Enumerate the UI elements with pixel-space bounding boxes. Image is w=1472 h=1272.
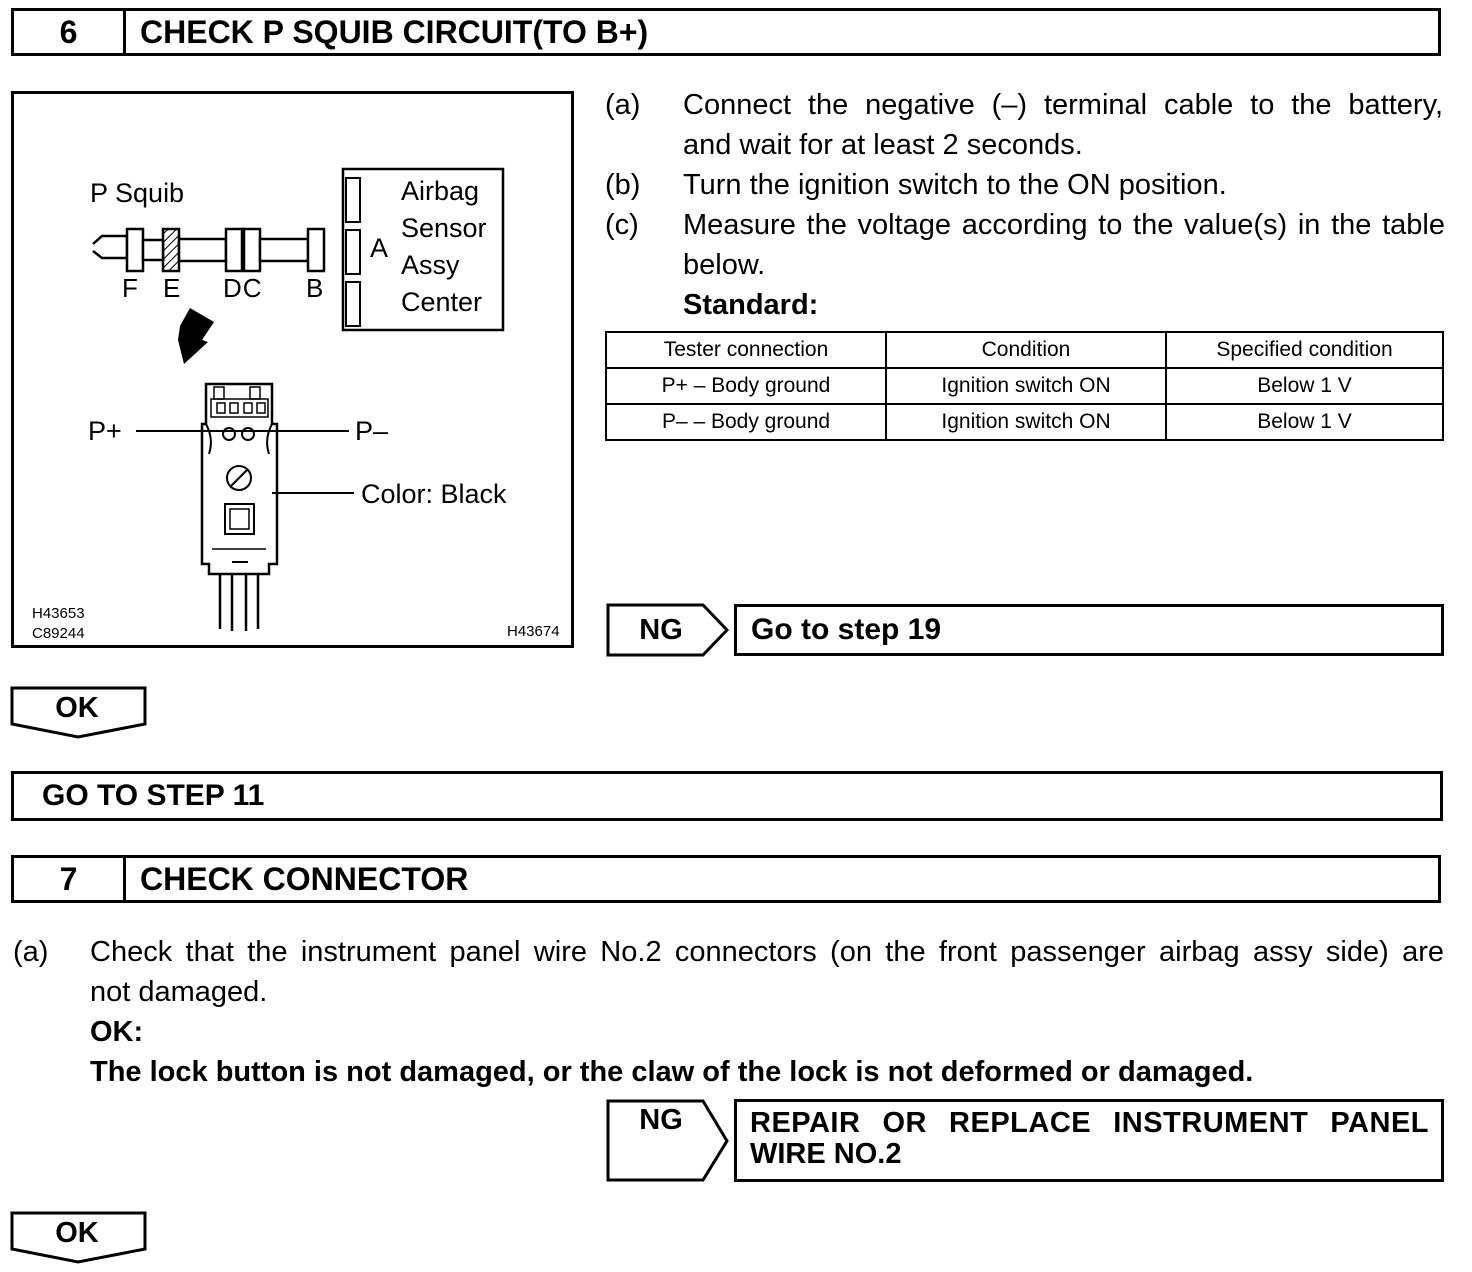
table-cell: Ignition switch ON bbox=[886, 404, 1166, 440]
connector-detail-drawing bbox=[202, 384, 277, 631]
connector-dc-label: DC bbox=[223, 273, 263, 303]
standard-table bbox=[605, 331, 1444, 441]
step-6-header bbox=[11, 8, 1441, 56]
step-6-instruction-c bbox=[683, 205, 1445, 285]
wiring-diagram bbox=[14, 94, 571, 645]
table-cell: Ignition switch ON bbox=[886, 368, 1166, 404]
step-7-ok-heading: OK: bbox=[90, 1016, 144, 1048]
airbag-sensor-label bbox=[401, 173, 487, 321]
sensor-slot-middle bbox=[346, 230, 360, 274]
standard-label: Standard: bbox=[683, 289, 819, 321]
table-cell: P+ – Body ground bbox=[606, 368, 886, 404]
instruction-c-line-2: below. bbox=[683, 249, 766, 281]
table-row bbox=[606, 368, 1443, 404]
connector-e-label: E bbox=[163, 273, 181, 303]
table-row bbox=[606, 404, 1443, 440]
step-7-ng-action-line-1: REPAIR OR REPLACE INSTRUMENT PANEL bbox=[750, 1107, 1429, 1139]
connector-a-label: A bbox=[370, 233, 389, 263]
step-7-title: CHECK CONNECTOR bbox=[140, 860, 469, 897]
connector-c-shape bbox=[244, 229, 260, 271]
step-6-ok-action: GO TO STEP 11 bbox=[11, 771, 1443, 821]
figure-code-3: H43674 bbox=[507, 623, 560, 640]
connector-b-shape bbox=[308, 229, 324, 271]
step-7-number: 7 bbox=[14, 858, 126, 900]
step-7-ng-action-line-2: WIRE NO.2 bbox=[750, 1138, 902, 1170]
table-header-cell: Condition bbox=[886, 332, 1166, 368]
step-7-ng-action bbox=[734, 1099, 1444, 1182]
harness-e-d bbox=[179, 239, 226, 261]
p-minus-label: P– bbox=[355, 416, 389, 446]
connector-f-label: F bbox=[122, 273, 138, 303]
sensor-line-3: Assy bbox=[401, 250, 460, 280]
table-cell: P– – Body ground bbox=[606, 404, 886, 440]
connector-b-label: B bbox=[306, 273, 324, 303]
arrow-down-icon bbox=[178, 308, 214, 364]
harness-c-b bbox=[260, 239, 308, 261]
wiring-figure bbox=[11, 91, 574, 648]
figure-code-1: H43653 bbox=[32, 605, 85, 622]
step-7-instruction-line-1: Check that the instrument panel wire No.2 connectors (on the front passenger airbag assy side) are bbox=[90, 936, 1444, 968]
step-6-ok-label: OK bbox=[55, 692, 99, 724]
p-squib-label: P Squib bbox=[90, 178, 185, 208]
instruction-a-line-1: Connect the negative (–) terminal cable to the battery, bbox=[683, 89, 1443, 121]
step-6-ng-label: NG bbox=[639, 613, 683, 646]
step-6-instruction-a-label: (a) bbox=[605, 89, 641, 121]
step-7-ok-label: OK bbox=[55, 1217, 99, 1249]
table-header-cell: Specified condition bbox=[1166, 332, 1443, 368]
sensor-slot-lower bbox=[346, 282, 360, 326]
color-label: Color: Black bbox=[361, 479, 507, 509]
table-cell: Below 1 V bbox=[1166, 368, 1443, 404]
p-plus-label: P+ bbox=[88, 416, 122, 446]
table-header-cell: Tester connection bbox=[606, 332, 886, 368]
step-7-instruction-line-2: not damaged. bbox=[90, 976, 268, 1008]
step-7-header bbox=[11, 855, 1441, 903]
table-cell: Below 1 V bbox=[1166, 404, 1443, 440]
figure-code-2: C89244 bbox=[32, 625, 85, 642]
sensor-line-2: Sensor bbox=[401, 213, 487, 243]
step-6-number: 6 bbox=[14, 11, 126, 53]
connector-f-shape bbox=[127, 229, 143, 271]
step-7-ok-criteria: The lock button is not damaged, or the claw of the lock is not deformed or damaged. bbox=[90, 1056, 1254, 1088]
step-6-instruction-c-label: (c) bbox=[605, 209, 639, 241]
instruction-c-line-1: Measure the voltage according to the value(s) in the table bbox=[683, 209, 1445, 241]
sensor-line-4: Center bbox=[401, 287, 483, 317]
table-header-row bbox=[606, 332, 1443, 368]
step-7-ng-label: NG bbox=[639, 1104, 683, 1136]
step-6-title: CHECK P SQUIB CIRCUIT(TO B+) bbox=[140, 13, 649, 50]
instruction-b-line-1: Turn the ignition switch to the ON position. bbox=[683, 169, 1227, 201]
instruction-a-line-2: and wait for at least 2 seconds. bbox=[683, 129, 1083, 161]
connector-d-shape bbox=[226, 229, 242, 271]
step-7-instruction bbox=[90, 932, 1444, 1012]
connector-e-shape bbox=[163, 229, 179, 271]
step-6-ng-action: Go to step 19 bbox=[734, 604, 1444, 656]
p-squib-plug bbox=[93, 236, 127, 258]
sensor-line-1: Airbag bbox=[401, 176, 480, 206]
harness-f-e bbox=[143, 240, 163, 260]
step-7-instruction-label: (a) bbox=[13, 936, 49, 968]
step-6-instruction-a bbox=[683, 85, 1443, 165]
step-6-instruction-b-label: (b) bbox=[605, 169, 641, 201]
sensor-slot-upper bbox=[346, 178, 360, 222]
